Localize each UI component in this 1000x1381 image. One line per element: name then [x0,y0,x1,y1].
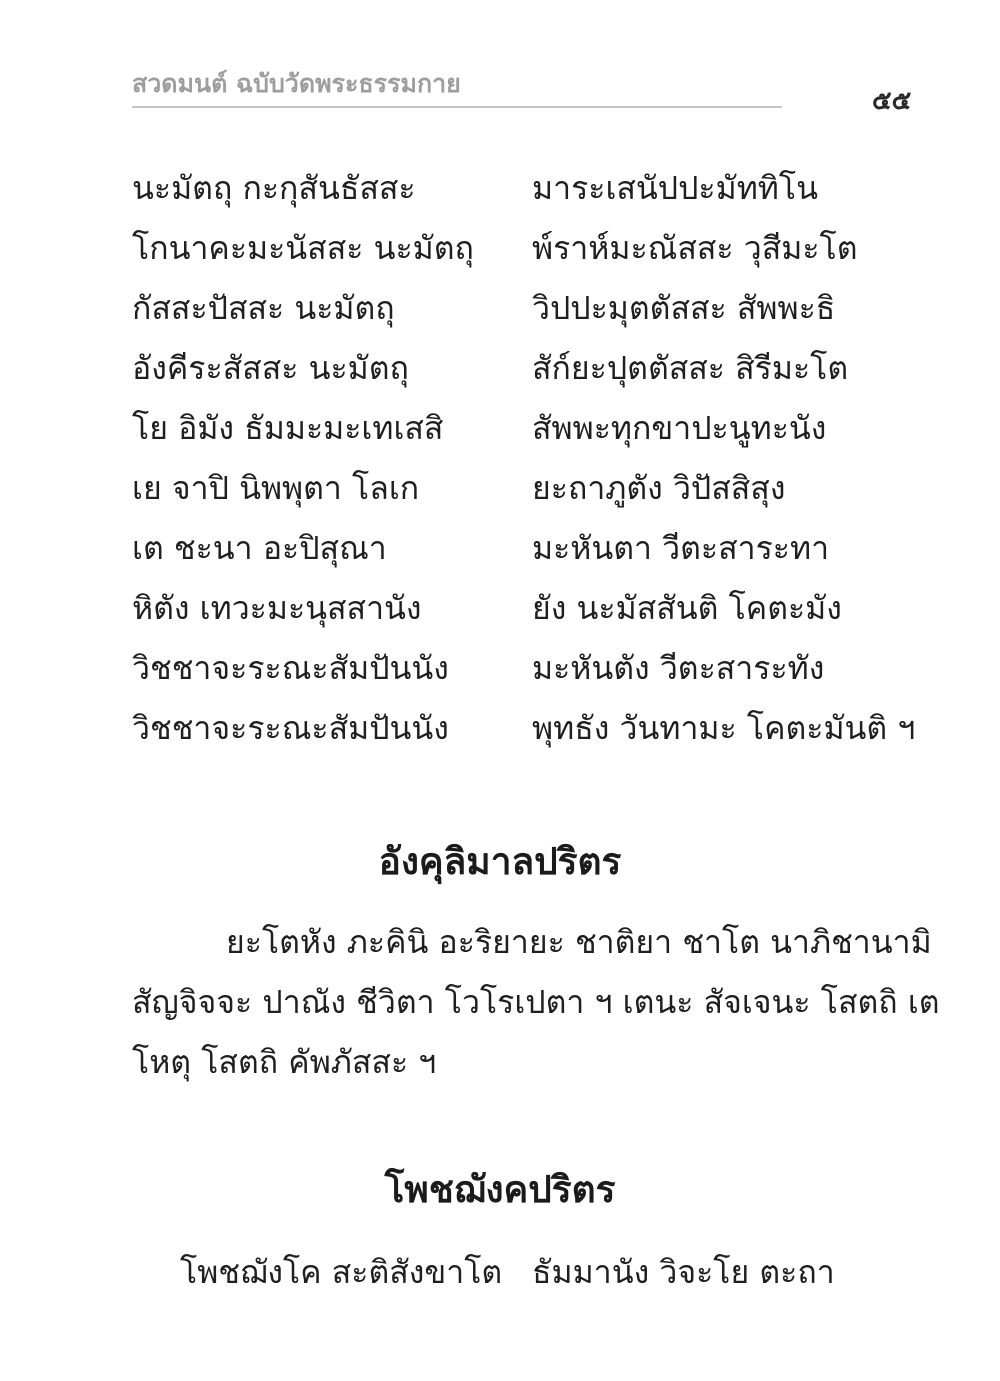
verse-right: มะหันตา วีตะสาระทา [532,529,830,567]
verse-row [0,166,1000,226]
verse-row [0,646,1000,706]
verse-right: ยะถาภูตัง วิปัสสิสุง [532,469,786,507]
verse-row [0,526,1000,586]
verse-row [0,706,1000,766]
page-number: ๕๕ [872,86,912,116]
verse-row [0,226,1000,286]
header-title: สวดมนต์ ฉบับวัดพระธรรมกาย [132,69,461,98]
verse-left: วิชชาจะระณะสัมปันนัง [132,709,449,747]
verse-right: มะหันตัง วีตะสาระทัง [532,649,825,687]
verse-right: พุทธัง วันทามะ โคตะมันติ ฯ [532,709,916,747]
verse-left: กัสสะปัสสะ นะมัตถุ [132,289,395,327]
verse-row [0,586,1000,646]
verse-left: เต ชะนา อะปิสุณา [132,529,387,567]
running-header [132,58,782,108]
section-title-bojjhanga: โพชฌังคปริตร [384,1168,616,1211]
paragraph-line: โหตุ โสตถิ คัพภัสสะ ฯ [132,1043,437,1081]
paragraph-line: สัญจิจจะ ปาณัง ชีวิตา โวโรเปตา ฯ เตนะ สัจเจนะ โสตถิ เต [132,983,940,1021]
verse-left: วิชชาจะระณะสัมปันนัง [132,649,449,687]
verse-row [0,406,1000,466]
verse-row [0,466,1000,526]
verse-left: นะมัตถุ กะกุสันธัสสะ [132,169,416,207]
verse-row [0,286,1000,346]
verse-left: โพชฌังโค สะติสังขาโต [180,1253,503,1291]
verse-right: สัก์ยะปุตตัสสะ สิรีมะโต [532,349,849,387]
verse-row [0,346,1000,406]
verse-right: มาระเสนัปปะมัททิโน [532,169,818,207]
verse-right: พ์ราห์มะณัสสะ วุสีมะโต [532,229,858,267]
verse-left: หิตัง เทวะมะนุสสานัง [132,589,422,627]
verse-left: โกนาคะมะนัสสะ นะมัตถุ [132,229,474,267]
verse-right: สัพพะทุกขาปะนูทะนัง [532,409,827,447]
verse-right: ยัง นะมัสสันติ โคตะมัง [532,589,842,627]
verse-left: อังคีระสัสสะ นะมัตถุ [132,349,409,387]
section-title-angulimala: อังคุลิมาลปริตร [378,840,622,883]
verse-left: โย อิมัง ธัมมะมะเทเสสิ [132,409,444,447]
verse-right: ธัมมานัง วิจะโย ตะถา [532,1253,835,1291]
verse-right: วิปปะมุตตัสสะ สัพพะธิ [532,289,836,327]
paragraph-line: ยะโตหัง ภะคินิ อะริยายะ ชาติยา ชาโต นาภิชานามิ [226,923,932,961]
verse-left: เย จาปิ นิพพุตา โลเก [132,469,420,507]
